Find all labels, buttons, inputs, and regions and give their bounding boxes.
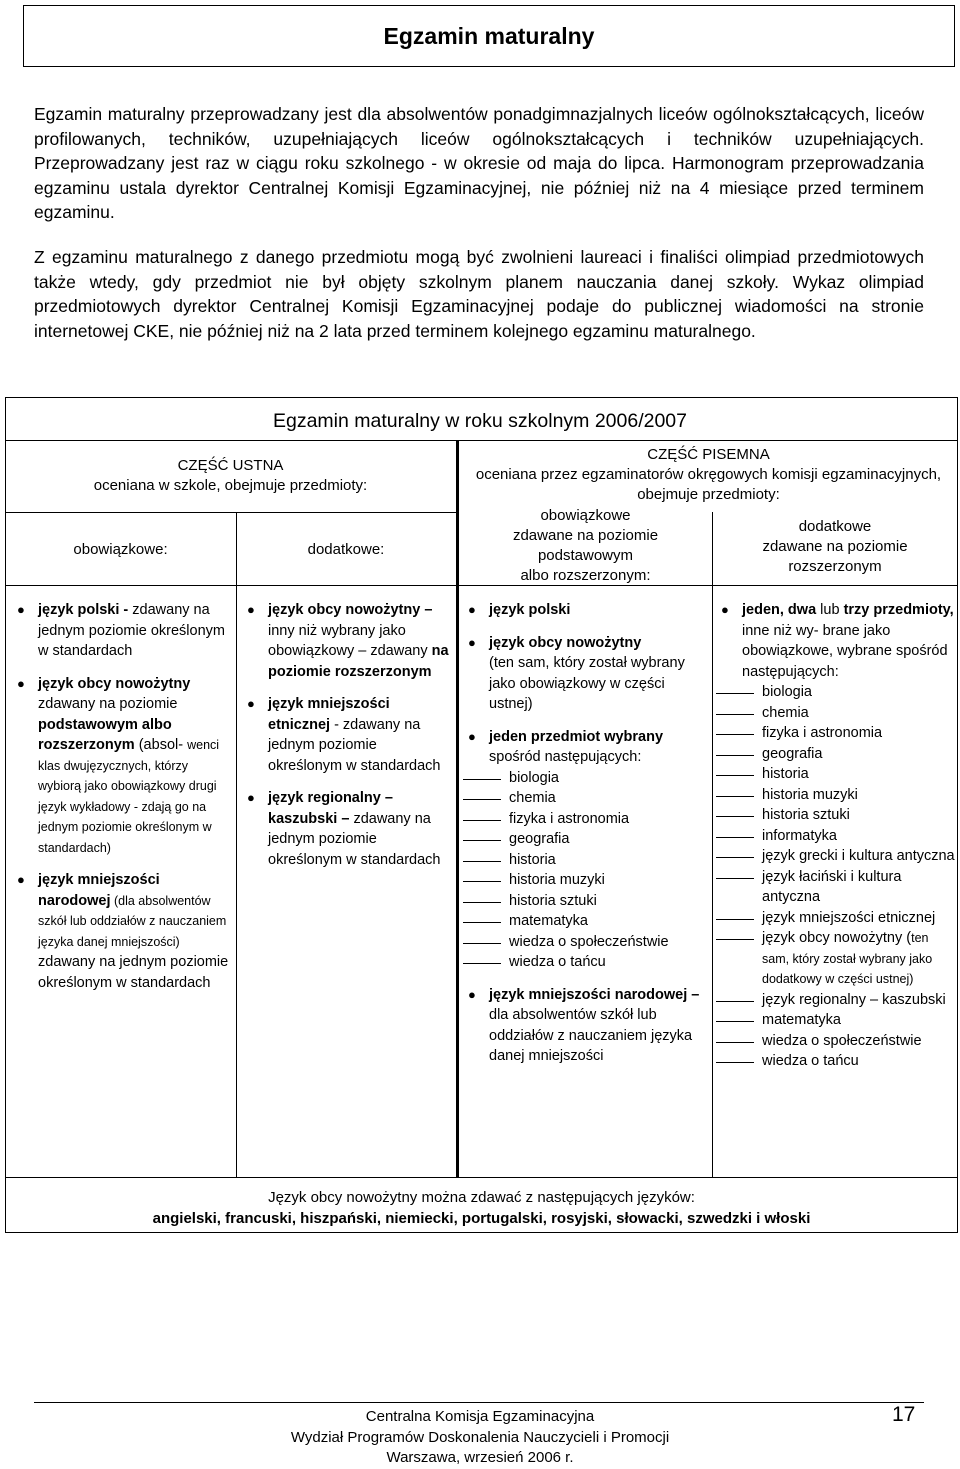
item-desc: - zdawany na jednym poziomie określonym w standardach <box>268 716 441 774</box>
table-divider <box>5 512 456 513</box>
item-title: język mniejszości narodowej <box>38 872 160 909</box>
pisemna-dodatkowe-column <box>714 600 956 1072</box>
ustna-header <box>5 456 456 496</box>
bullet-icon: ● <box>17 602 25 617</box>
subject-item: historia <box>461 850 708 871</box>
table-divider <box>5 440 958 441</box>
languages-note-intro: Język obcy nowożytny można zdawać z następujących języków: <box>268 1189 695 1206</box>
bullet-icon: ● <box>17 872 25 887</box>
exam-table-title: Egzamin maturalny w roku szkolnym 2006/2007 <box>272 410 688 432</box>
subject-item: historia muzyki <box>461 870 708 891</box>
item-desc: inny niż wybrany jako obowiązkowy – zdawany <box>268 622 428 659</box>
subject-item: geografia <box>714 744 956 765</box>
item-desc: zdawany na jednym poziomie określonym w standardach <box>38 602 225 659</box>
table-divider <box>712 512 713 1177</box>
footer <box>0 1407 960 1469</box>
item-desc: (absol- <box>134 737 184 753</box>
item-title: na poziomie rozszerzonym <box>268 643 449 680</box>
subject-note: ten sam, który został wybrany jako dodatkowy w części ustnej) <box>762 931 933 986</box>
pisemna-obow-level: zdawane na poziomie <box>512 527 659 544</box>
ustna-dodatkowe-column <box>240 600 452 870</box>
subject-item: matematyka <box>461 911 708 932</box>
item-title: jeden, dwa <box>742 602 817 618</box>
subject-item: historia sztuki <box>461 891 708 912</box>
bullet-icon: ● <box>17 675 25 691</box>
item-title: język polski <box>489 602 571 618</box>
pisemna-dodatkowe-header <box>712 517 958 577</box>
subject-item: geografia <box>461 829 708 850</box>
subject-item: biologia <box>714 682 956 703</box>
pisemna-subheading: oceniana przez egzaminatorów okręgowych komisji egzaminacyjnych, obejmuje przedmioty: <box>475 466 942 503</box>
pisemna-dod-label: dodatkowe <box>798 518 872 535</box>
pisemna-dod-level: zdawane na poziomie <box>762 538 908 555</box>
list-item <box>240 788 452 870</box>
footer-line: Centralna Komisja Egzaminacyjna <box>365 1408 595 1425</box>
bullet-icon: ● <box>247 790 255 805</box>
pisemna-obow-extended: rozszerzonym: <box>553 567 651 584</box>
item-title: język polski - <box>38 602 129 618</box>
subject-item: wiedza o tańcu <box>461 952 708 973</box>
bullet-icon: ● <box>468 634 476 650</box>
subject-item: wiedza o społeczeństwie <box>461 932 708 953</box>
subject-item: język regionalny – kaszubski <box>714 990 956 1011</box>
item-note: wenci klas dwujęzycznych, którzy wybiorą jako obowiązkowy drugi język wykładowy - zdają go na jednym poziomie określonym w standardach) <box>38 738 220 855</box>
item-desc: zdawany na jednym poziomie określonym w standardach <box>268 810 441 868</box>
list-item <box>461 985 708 1067</box>
pisemna-obow-label: obowiązkowe <box>540 507 631 524</box>
subject-item: wiedza o tańcu <box>714 1051 956 1072</box>
pisemna-obow-or: albo <box>520 567 549 584</box>
bullet-icon: ● <box>247 696 255 711</box>
subject-item: biologia <box>461 768 708 789</box>
pisemna-obowiazkowe-column <box>461 600 708 1067</box>
footer-divider <box>34 1402 924 1403</box>
subject-item: język łaciński i kultura antyczna <box>714 867 956 908</box>
list-item <box>10 870 232 993</box>
subject-item: fizyka i astronomia <box>461 809 708 830</box>
ustna-dodatkowe-header: dodatkowe: <box>307 541 385 558</box>
subject-item: historia sztuki <box>714 805 956 826</box>
item-desc: (ten sam, który został wybrany jako obowiązkowy w części ustnej) <box>489 655 685 712</box>
item-desc: dla absolwentów szkół lub oddziałów z nauczaniem języka danej mniejszości <box>489 1007 693 1064</box>
item-note: brane jako obowiązkowe, wybrane spośród następujących: <box>742 622 948 680</box>
bullet-icon: ● <box>468 728 476 744</box>
ustna-obowiazkowe-header: obowiązkowe: <box>73 541 168 558</box>
subject-item: język grecki i kultura antyczna <box>714 846 956 867</box>
list-item <box>10 674 232 859</box>
bullet-icon: ● <box>468 602 476 617</box>
subject-item: fizyka i astronomia <box>714 723 956 744</box>
ustna-subheading: oceniana w szkole, obejmuje przedmioty: <box>93 477 368 494</box>
subject-item: matematyka <box>714 1010 956 1031</box>
item-title: język regionalny – kaszubski – <box>268 790 393 827</box>
item-desc: spośród następujących: <box>489 749 642 765</box>
list-item <box>240 694 452 776</box>
list-item <box>10 600 232 662</box>
bullet-icon: ● <box>468 986 476 1002</box>
item-desc: inne niż wy- <box>742 622 819 639</box>
intro-paragraph-1: Egzamin maturalny przeprowadzany jest dla absolwentów ponadgimnazjalnych liceów ogólnokształcących, liceów profilowanych, techników, uzupełniających liceów ogólnokształcących i techników uzupełniających. Przeprowadzany jest raz w ciągu roku szkolnego - w okresie od maja do lipca. Harmonogram przeprowadzania egzaminu ustala dyrektor Centralnej Komisji Egzaminacyjnej, nie później niż na 4 miesiące przed terminem egzaminu. <box>34 104 924 222</box>
ustna-heading: CZĘŚĆ USTNA <box>177 457 284 474</box>
pisemna-dod-extended: rozszerzonym <box>788 558 882 575</box>
bullet-icon: ● <box>247 602 255 617</box>
pisemna-obow-basic: podstawowym <box>537 547 634 564</box>
page-title: Egzamin maturalny <box>383 22 595 49</box>
pisemna-header <box>459 445 958 505</box>
item-desc: lub <box>816 602 844 618</box>
subject-item: chemia <box>714 703 956 724</box>
page-title-box <box>23 5 955 67</box>
subject-item: historia muzyki <box>714 785 956 806</box>
subject-item: wiedza o społeczeństwie <box>714 1031 956 1052</box>
footer-line: Warszawa, wrzesień 2006 r. <box>386 1449 574 1466</box>
item-title: język mniejszości narodowej – <box>489 986 700 1003</box>
item-title: trzy przedmioty, <box>843 602 954 618</box>
subject-item <box>714 928 956 990</box>
item-title: język obcy nowożytny <box>489 634 642 651</box>
item-title: jeden przedmiot wybrany <box>489 728 664 745</box>
list-item <box>461 633 708 715</box>
ustna-obowiazkowe-column <box>10 600 232 993</box>
languages-list: angielski, francuski, hiszpański, niemiecki, portugalski, rosyjski, słowacki, szwedzki i włoski <box>152 1209 811 1227</box>
item-note: (dla absolwentów szkół lub oddziałów z nauczaniem języka danej mniejszości) <box>38 893 227 949</box>
subject-item: chemia <box>461 788 708 809</box>
languages-note <box>5 1188 958 1229</box>
subject-label: język obcy nowożytny ( <box>762 930 912 946</box>
item-desc: zdawany na poziomie <box>38 696 178 712</box>
page-number: 17 <box>892 1403 916 1426</box>
pisemna-obowiazkowe-header <box>459 506 712 586</box>
item-title: język obcy nowożytny – <box>268 602 433 618</box>
table-divider <box>236 512 237 1177</box>
item-title: język obcy nowożytny <box>38 675 191 692</box>
subject-item: język mniejszości etnicznej <box>714 908 956 929</box>
subject-item: historia <box>714 764 956 785</box>
item-title: język mniejszości etnicznej <box>268 696 390 733</box>
intro-paragraph-2: Z egzaminu maturalnego z danego przedmiotu mogą być zwolnieni laureaci i finaliści olimpiad przedmiotowych także wtedy, gdy przedmiot nie był objęty szkolnym planem nauczania danej szkoły. Wykaz olimpiad przedmiotowych dyrektor Centralnej Komisji Egzaminacyjnej podaje do publicznej wiadomości na stronie internetowej CKE, nie później niż na 2 lata przed terminem kolejnego egzaminu maturalnego. <box>34 247 924 341</box>
item-title: podstawowym albo rozszerzonym <box>38 716 172 753</box>
list-item <box>461 727 708 768</box>
list-item <box>240 600 452 682</box>
pisemna-heading: CZĘŚĆ PISEMNA <box>647 446 770 463</box>
list-item <box>714 600 956 682</box>
footer-line: Wydział Programów Doskonalenia Nauczycieli i Promocji <box>290 1428 670 1446</box>
item-desc: zdawany na jednym poziomie określonym w standardach <box>38 954 229 991</box>
table-divider <box>5 1177 958 1178</box>
bullet-icon: ● <box>721 602 729 617</box>
subject-item: informatyka <box>714 826 956 847</box>
list-item <box>461 600 708 621</box>
